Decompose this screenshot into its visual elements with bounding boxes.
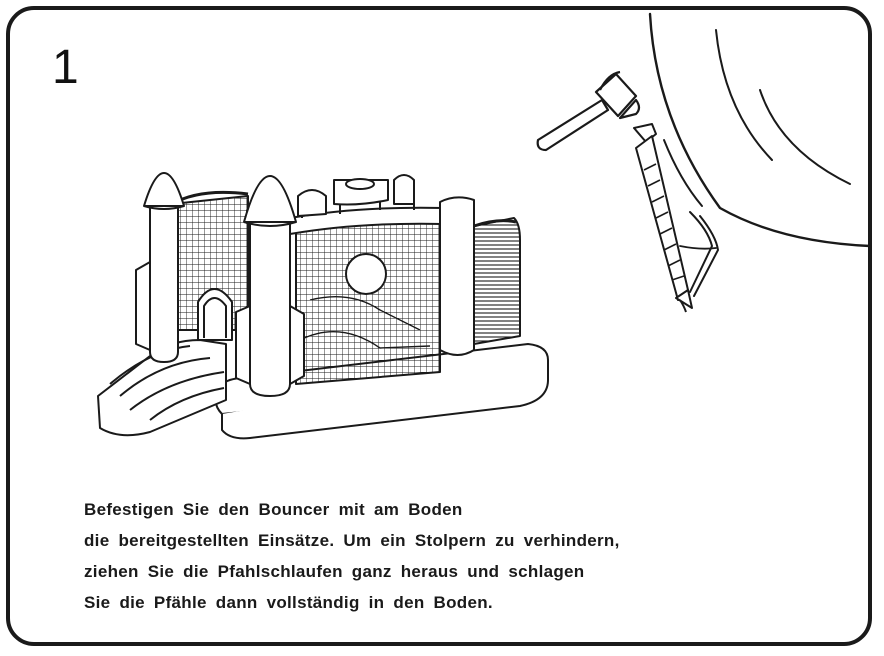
instruction-line: die bereitgestellten Einsätze. Um ein Stolpern zu verhindern,: [84, 531, 620, 550]
instruction-line: Sie die Pfähle dann vollständig in den Boden.: [84, 593, 493, 612]
instruction-line: Befestigen Sie den Bouncer mit am Boden: [84, 500, 463, 519]
instruction-line: ziehen Sie die Pfahlschlaufen ganz heraus und schlagen: [84, 562, 585, 581]
step-number: 1: [52, 41, 79, 94]
inflated-wall-icon: [650, 14, 870, 296]
instructions-text: [84, 494, 804, 618]
ground-stake-icon: [634, 124, 692, 312]
bounce-castle-illustration: [98, 173, 548, 438]
hammer-icon: [538, 72, 639, 150]
